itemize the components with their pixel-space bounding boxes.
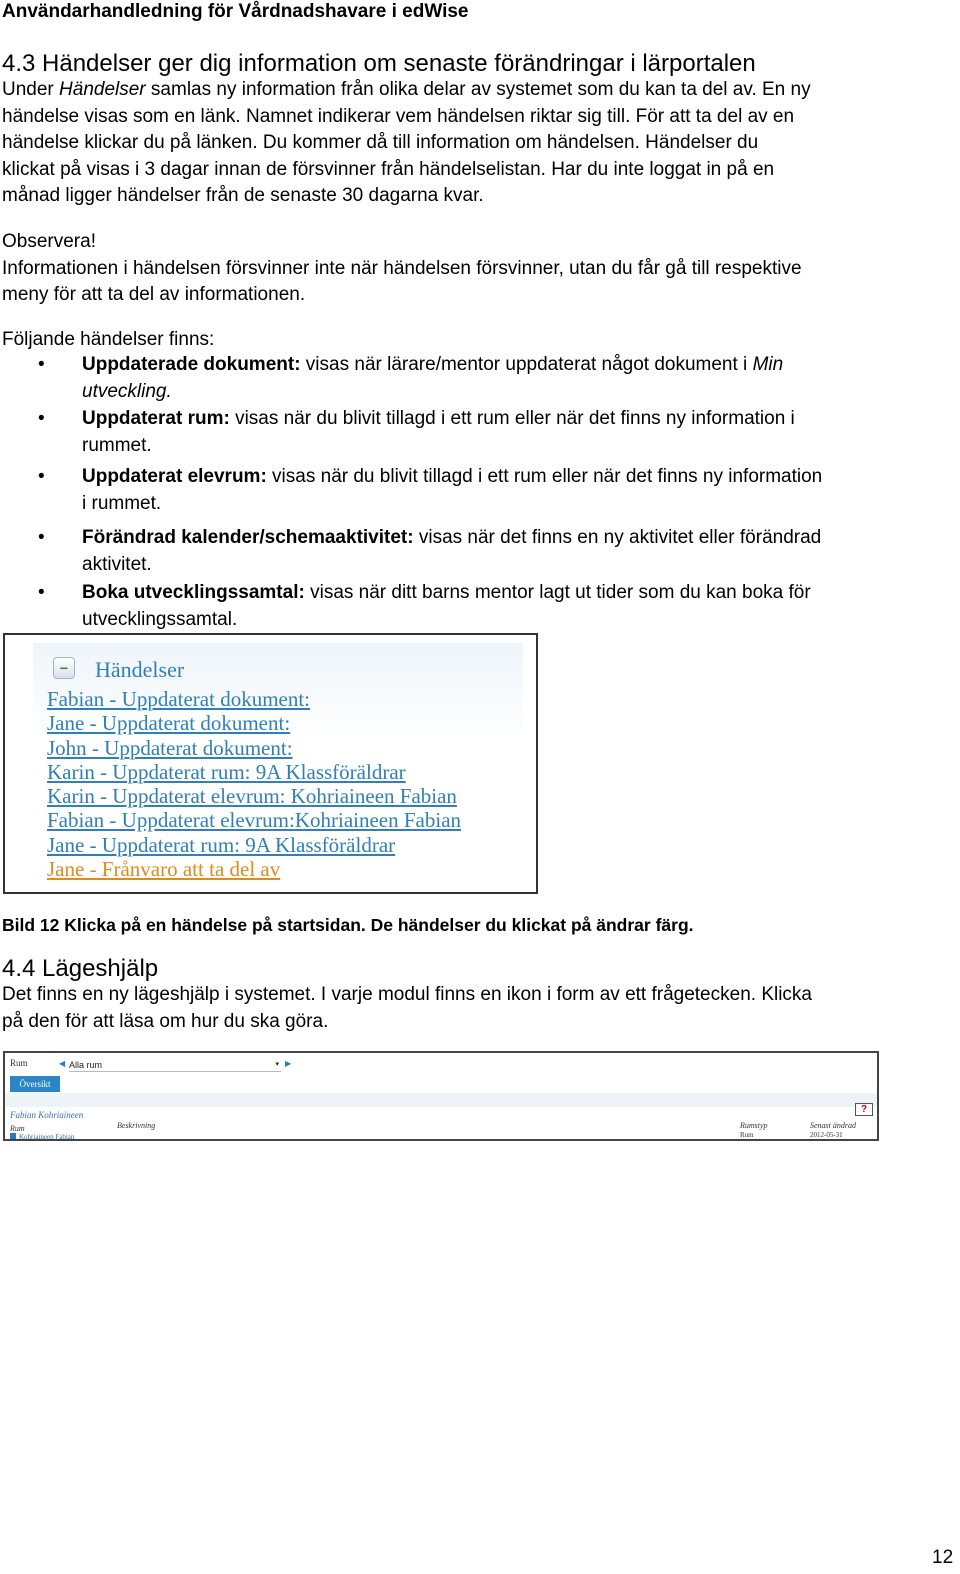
cell-rumstyp: Rum	[740, 1131, 754, 1139]
term: Uppdaterat rum:	[82, 408, 230, 429]
intro-line-2: händelse visas som en länk. Namnet indikerar vem händelsen riktar sig till. För att ta del av en	[2, 105, 795, 127]
event-link[interactable]: Karin - Uppdaterat elevrum: Kohriaineen Fabian	[47, 784, 457, 809]
events-screenshot	[3, 633, 538, 894]
bullet-glyph: •	[38, 466, 45, 487]
event-link[interactable]: Karin - Uppdaterat rum: 9A Klassföräldrar	[47, 759, 406, 784]
bullet-glyph: •	[38, 408, 45, 429]
event-link[interactable]: Jane - Frånvaro att ta del av	[47, 857, 281, 882]
intro-paragraph	[2, 77, 882, 210]
note-line-1: Informationen i händelsen försvinner inte när händelsen försvinner, utan du får gå till respektive	[2, 257, 802, 279]
tab-oversikt[interactable]: Översikt	[10, 1076, 60, 1092]
term: Boka utvecklingssamtal:	[82, 582, 305, 603]
section-heading-4-3: 4.3 Händelser ger dig information om senaste förändringar i lärportalen	[2, 50, 756, 77]
bullet-glyph: •	[38, 582, 45, 603]
section-heading-4-4: 4.4 Lägeshjälp	[2, 955, 159, 982]
list-item: • Uppdaterade dokument: visas när lärare/mentor uppdaterat något dokument i Min utveckling.	[0, 351, 900, 405]
page-number: 12	[932, 1547, 954, 1568]
term: Förändrad kalender/schemaaktivitet:	[82, 527, 414, 548]
arrow-left-icon[interactable]: ◀	[59, 1059, 66, 1068]
term: Uppdaterade dokument:	[82, 354, 301, 375]
document-header: Användarhandledning för Vårdnadshavare i edWise	[2, 1, 469, 22]
column-header-rumstyp: Rumstyp	[740, 1121, 768, 1130]
column-header-beskrivning: Beskrivning	[117, 1121, 156, 1130]
note-title: Observera!	[2, 231, 96, 252]
event-link[interactable]: Jane - Uppdaterat rum: 9A Klassföräldrar	[47, 832, 396, 857]
term: Uppdaterat elevrum:	[82, 466, 267, 487]
help-question-icon[interactable]: ?	[855, 1103, 873, 1116]
help-line-1: Det finns en ny lägeshjälp i systemet. I varje modul finns en ikon i form av ett frågetecken. Klicka	[2, 984, 812, 1005]
collapse-icon[interactable]: −	[53, 657, 75, 679]
list-item: • Förändrad kalender/schemaaktivitet: visas när det finns en ny aktivitet eller förändrad aktivitet.	[0, 524, 900, 579]
list-item: • Boka utvecklingssamtal: visas när ditt barns mentor lagt ut tider som du kan boka för utvecklingssamtal.	[0, 579, 900, 633]
intro-line-4: klickat på visas i 3 dagar innan de försvinner från händelselistan. Har du inte loggat in på en	[2, 158, 775, 180]
note-line-2: meny för att ta del av informationen.	[2, 284, 306, 306]
event-link[interactable]: Jane - Uppdaterat dokument:	[47, 711, 291, 736]
intro-line-1: Under Händelser samlas ny information från olika delar av systemet som du kan ta del av. En ny	[2, 79, 811, 100]
room-link[interactable]: Kohriaineen Fabian	[19, 1133, 75, 1141]
bullet-glyph: •	[38, 354, 45, 375]
help-paragraph	[2, 982, 882, 1035]
list-item: • Uppdaterat rum: visas när du blivit tillagd i ett rum eller när det finns ny information i rummet.	[0, 405, 900, 463]
events-list	[47, 687, 461, 881]
intro-line-3: händelse klickar du på länken. Du kommer då till information om händelsen. Händelser du	[2, 132, 759, 154]
table-row[interactable]	[10, 1133, 74, 1141]
event-link[interactable]: Fabian - Uppdaterat elevrum:Kohriaineen Fabian	[47, 808, 462, 833]
bullet-glyph: •	[38, 527, 45, 548]
column-header-rum: Rum	[10, 1124, 25, 1133]
column-header-senast: Senast ändrad	[810, 1121, 856, 1130]
event-types-list	[0, 351, 900, 633]
events-panel-title: Händelser	[95, 657, 185, 682]
list-intro: Följande händelser finns:	[2, 329, 215, 350]
toolbar-band	[5, 1093, 877, 1107]
room-select[interactable]	[69, 1059, 281, 1072]
arrow-right-icon[interactable]: ▶	[285, 1059, 292, 1068]
figure-caption: Bild 12 Klicka på en händelse på startsidan. De händelser du klickat på ändrar färg.	[2, 915, 694, 935]
room-title: Fabian Kohriaineen	[10, 1110, 84, 1120]
help-screenshot	[3, 1051, 879, 1141]
intro-emphasis: Händelser	[59, 79, 146, 100]
rum-label: Rum	[10, 1058, 28, 1068]
room-select-value: Alla rum	[69, 1060, 103, 1070]
room-icon	[10, 1133, 16, 1139]
event-link[interactable]: John - Uppdaterat dokument:	[47, 735, 293, 760]
intro-line-5: månad ligger händelser från de senaste 30 dagarna kvar.	[2, 185, 484, 207]
note-paragraph	[2, 229, 882, 309]
chevron-down-icon: ▾	[275, 1061, 279, 1068]
help-line-2: på den för att läsa om hur du ska göra.	[2, 1010, 329, 1032]
cell-date: 2012-05-31	[810, 1131, 843, 1139]
list-item: • Uppdaterat elevrum: visas när du blivit tillagd i ett rum eller när det finns ny information i rummet.	[0, 463, 900, 524]
event-link[interactable]: Fabian - Uppdaterat dokument:	[47, 687, 311, 711]
